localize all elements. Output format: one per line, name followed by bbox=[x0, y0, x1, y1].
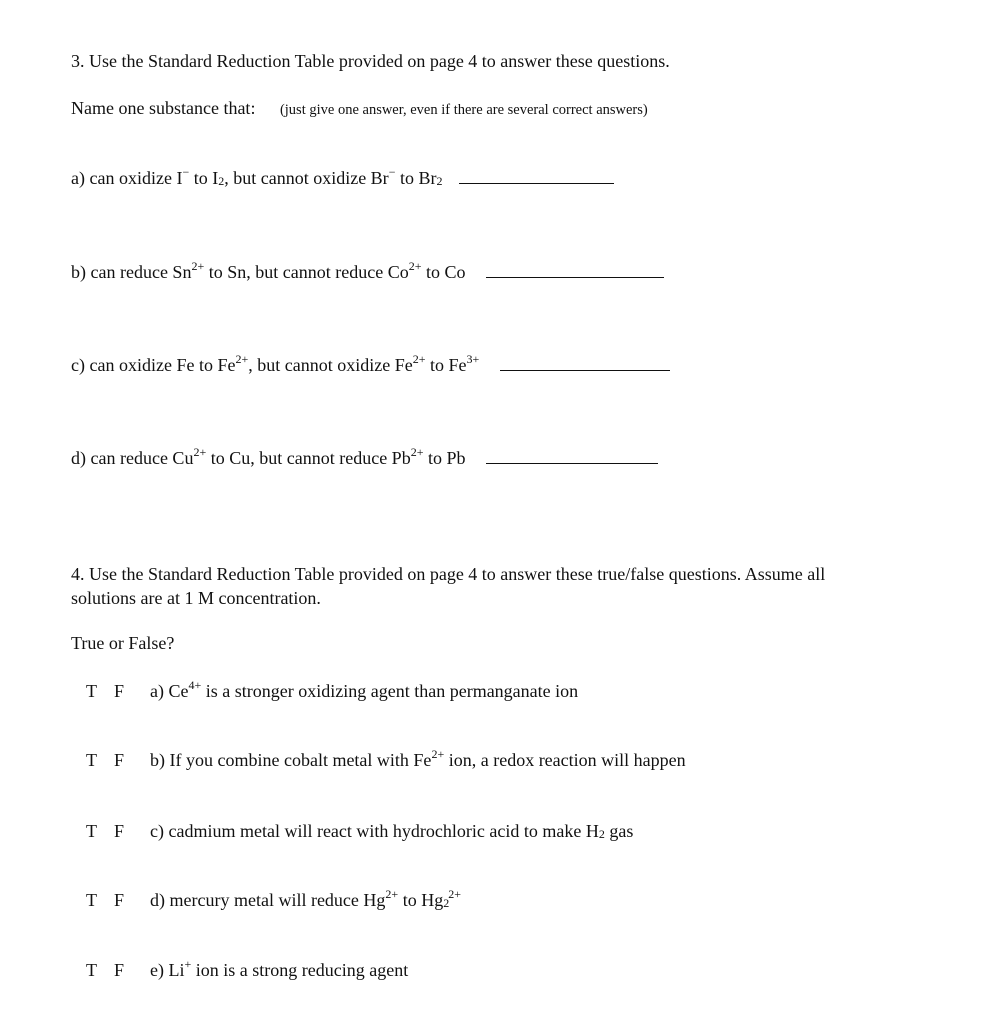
q3-d bbox=[71, 447, 658, 469]
q4-d-text: to Hg bbox=[398, 890, 444, 910]
answer-blank-c[interactable] bbox=[500, 354, 670, 371]
true-option[interactable]: T bbox=[86, 821, 97, 841]
q3-c-sup: 3+ bbox=[466, 352, 480, 366]
q4-b-text: ion, a redox reaction will happen bbox=[444, 750, 686, 770]
q3-note: (just give one answer, even if there are several correct answers) bbox=[279, 102, 648, 118]
q3-a bbox=[71, 167, 614, 189]
q3-d-text: to Pb bbox=[423, 448, 466, 468]
q3-c bbox=[71, 354, 670, 376]
q4-d-sup: 2+ bbox=[385, 887, 399, 901]
q4-e-text: e) Li bbox=[150, 960, 185, 980]
q3-d-text: d) can reduce Cu bbox=[71, 448, 194, 468]
q4-e-sup: + bbox=[184, 957, 192, 971]
q4-item-b bbox=[86, 749, 686, 771]
q3-c-text: c) can oxidize Fe to Fe bbox=[71, 355, 236, 375]
answer-blank-b[interactable] bbox=[486, 261, 664, 278]
q3-b bbox=[71, 261, 664, 283]
false-option[interactable]: F bbox=[114, 681, 125, 701]
q4-d-sub: 2 bbox=[443, 896, 450, 910]
q3-d-sup: 2+ bbox=[410, 445, 424, 459]
q3-a-text: , but cannot oxidize Br bbox=[224, 168, 389, 188]
q3-a-sup: − bbox=[388, 165, 396, 179]
q4-a-text: a) Ce bbox=[150, 681, 189, 701]
true-option[interactable]: T bbox=[86, 960, 97, 980]
q4-item-d bbox=[86, 889, 461, 911]
false-option[interactable]: F bbox=[114, 821, 125, 841]
q4-heading-line2: solutions are at 1 M concentration. bbox=[71, 588, 321, 608]
q3-prompt-text: Name one substance that: bbox=[71, 98, 256, 118]
q3-b-text: to Sn, but cannot reduce Co bbox=[204, 262, 409, 282]
q3-b-text: to Co bbox=[421, 262, 466, 282]
answer-blank-a[interactable] bbox=[459, 167, 614, 184]
q4-item-c bbox=[86, 820, 633, 842]
true-option[interactable]: T bbox=[86, 681, 97, 701]
q4-heading-line1: 4. Use the Standard Reduction Table provided on page 4 to answer these true/false questions. Assume all bbox=[71, 564, 826, 584]
q3-a-sub: 2 bbox=[436, 174, 443, 188]
q3-c-sup: 2+ bbox=[412, 352, 426, 366]
q3-c-text: , but cannot oxidize Fe bbox=[248, 355, 413, 375]
q3-a-text: a) can oxidize I bbox=[71, 168, 183, 188]
q3-d-sup: 2+ bbox=[193, 445, 207, 459]
q3-a-text: to I bbox=[189, 168, 219, 188]
q4-c-text: c) cadmium metal will react with hydrochloric acid to make H bbox=[150, 821, 599, 841]
q4-c-sub: 2 bbox=[598, 827, 605, 841]
q3-a-text: to Br bbox=[395, 168, 437, 188]
q4-a-sup: 4+ bbox=[188, 678, 202, 692]
q4-b-text: b) If you combine cobalt metal with Fe bbox=[150, 750, 432, 770]
q3-prompt bbox=[71, 97, 648, 121]
q3-a-sup: − bbox=[182, 165, 190, 179]
false-option[interactable]: F bbox=[114, 750, 125, 770]
q3-heading: 3. Use the Standard Reduction Table provided on page 4 to answer these questions. bbox=[71, 51, 670, 71]
q3-b-sup: 2+ bbox=[408, 259, 422, 273]
q4-d-text: d) mercury metal will reduce Hg bbox=[150, 890, 386, 910]
false-option[interactable]: F bbox=[114, 890, 125, 910]
answer-blank-d[interactable] bbox=[486, 447, 658, 464]
q4-e-text: ion is a strong reducing agent bbox=[191, 960, 409, 980]
q3-c-text: to Fe bbox=[425, 355, 467, 375]
q4-item-a bbox=[86, 680, 578, 702]
q3-c-sup: 2+ bbox=[235, 352, 249, 366]
q4-b-sup: 2+ bbox=[431, 747, 445, 761]
true-option[interactable]: T bbox=[86, 890, 97, 910]
q3-b-text: b) can reduce Sn bbox=[71, 262, 192, 282]
q3-b-sup: 2+ bbox=[191, 259, 205, 273]
q4-d-sup: 2+ bbox=[448, 887, 461, 901]
q4-c-text: gas bbox=[604, 821, 634, 841]
q4-item-e bbox=[86, 959, 408, 981]
q4-a-text: is a stronger oxidizing agent than permanganate ion bbox=[201, 681, 579, 701]
q4-prompt: True or False? bbox=[71, 633, 175, 653]
true-option[interactable]: T bbox=[86, 750, 97, 770]
q3-a-sub: 2 bbox=[218, 174, 225, 188]
q3-d-text: to Cu, but cannot reduce Pb bbox=[206, 448, 411, 468]
false-option[interactable]: F bbox=[114, 960, 125, 980]
